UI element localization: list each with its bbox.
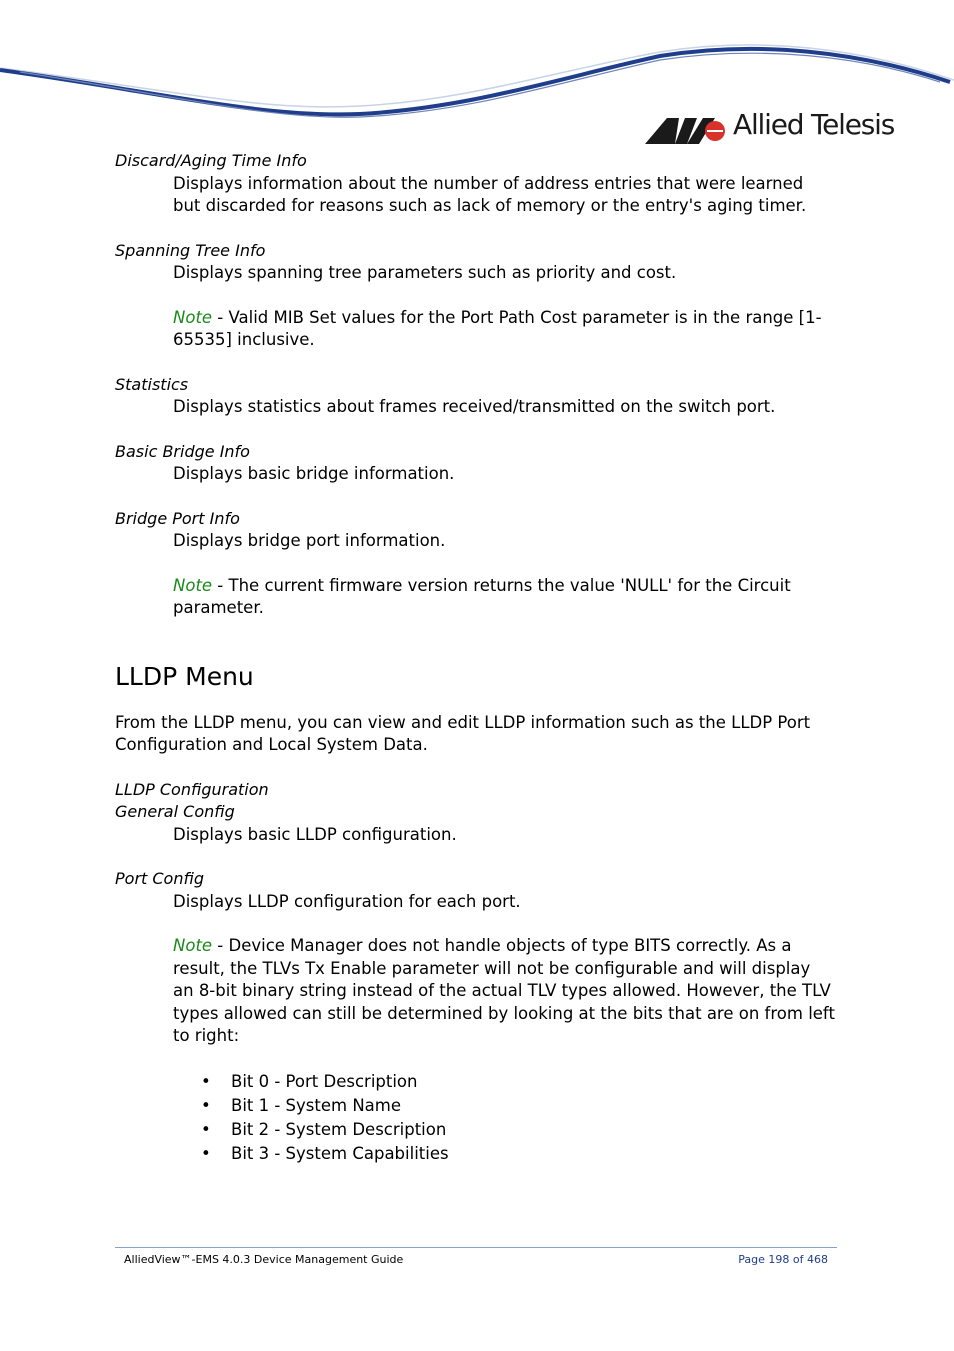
bit-list <box>201 1070 835 1166</box>
definition-description: Displays LLDP configuration for each port. <box>173 891 521 911</box>
logo-wordmark: Allied Telesis <box>733 108 895 141</box>
list-item: • Bit 2 - System Description <box>201 1118 835 1142</box>
note-text: - Valid MIB Set values for the Port Path Cost parameter is in the range [1-65535] inclusive. <box>173 307 822 349</box>
note-paragraph <box>173 307 835 352</box>
section-heading: LLDP Menu <box>115 661 254 691</box>
definition-term: Bridge Port Info <box>115 508 240 528</box>
definition-description: Displays spanning tree parameters such as priority and cost. <box>173 263 677 282</box>
page-content <box>115 150 835 1166</box>
note-text: - The current firmware version returns the value 'NULL' for the Circuit parameter. <box>173 575 791 617</box>
logo-mark-icon <box>645 114 729 146</box>
bullet-icon: • <box>201 1119 211 1139</box>
note-label: Note <box>173 307 213 327</box>
definition-description: Displays basic bridge information. <box>173 464 455 483</box>
note-label: Note <box>173 575 213 595</box>
definition-description: Displays information about the number of address entries that were learned but discarded for reasons such as lack of memory or the entry's aging timer. <box>173 173 807 215</box>
note-text: - Device Manager does not handle objects of type BITS correctly. As a result, the TLVs Tx Enable parameter will not be configurable and will display an 8-bit binary string instead of the actual TLV types allowed. However, the TLV types allowed can still be determined by looking at the bits that are on from left to right: <box>173 936 835 1045</box>
footer-divider <box>115 1247 837 1248</box>
definition-term: Statistics <box>115 374 189 394</box>
section-intro: From the LLDP menu, you can view and edit LLDP information such as the LLDP Port Configuration and Local System Data. <box>115 712 811 754</box>
definition-term: Discard/Aging Time Info <box>115 151 307 170</box>
footer-document-title: AlliedView™-EMS 4.0.3 Device Management Guide <box>124 1253 404 1266</box>
definition-description: Displays basic LLDP configuration. <box>173 824 457 844</box>
note-label: Note <box>173 936 213 955</box>
definition-term: Basic Bridge Info <box>115 441 250 461</box>
definition-description: Displays bridge port information. <box>173 531 446 550</box>
definition-term: Spanning Tree Info <box>115 240 266 260</box>
definition-description: Displays statistics about frames received/transmitted on the switch port. <box>173 397 776 416</box>
bullet-icon: • <box>201 1071 211 1091</box>
definition-term: Port Config <box>115 869 204 888</box>
allied-telesis-logo <box>645 108 905 148</box>
list-item: • Bit 3 - System Capabilities <box>201 1142 835 1166</box>
list-item: • Bit 1 - System Name <box>201 1094 835 1118</box>
definition-term: LLDP Configuration <box>115 779 269 799</box>
bullet-icon: • <box>201 1143 211 1163</box>
definition-term: General Config <box>115 802 235 821</box>
note-paragraph <box>173 575 835 620</box>
note-paragraph <box>173 935 835 1048</box>
list-item: • Bit 0 - Port Description <box>201 1070 835 1094</box>
bullet-icon: • <box>201 1095 211 1115</box>
footer-page-number: Page 198 of 468 <box>738 1253 828 1266</box>
